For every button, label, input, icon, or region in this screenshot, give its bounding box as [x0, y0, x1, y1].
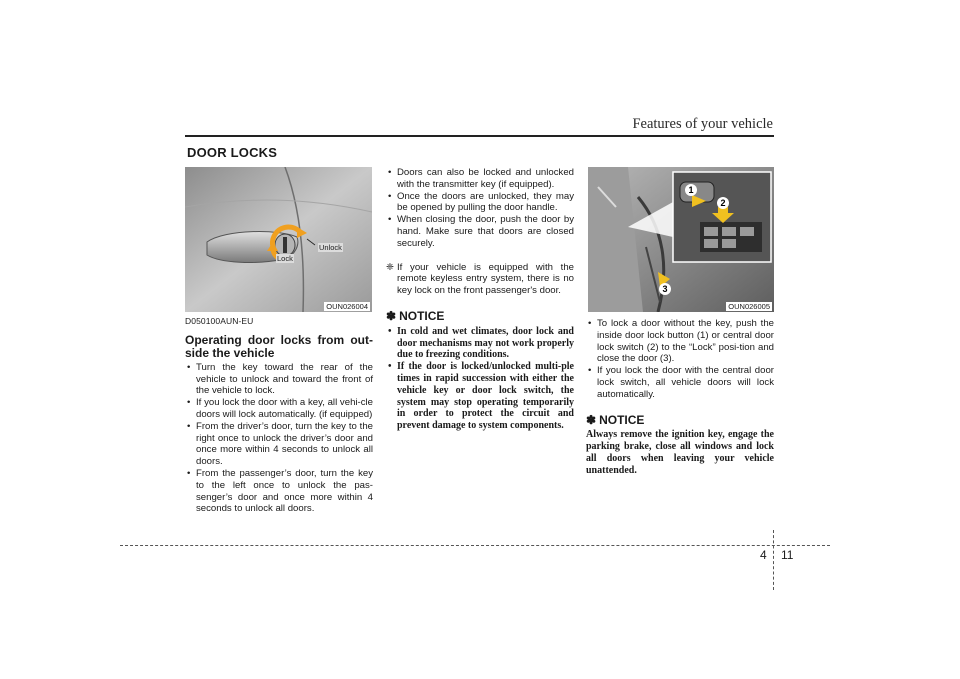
notice-heading	[586, 412, 774, 427]
callout-1: 1	[685, 184, 697, 196]
note-text: If your vehicle is equipped with the remote keyless entry system, there is no key lock on the front passenger's door.	[397, 261, 574, 297]
subsection-heading: Operating door locks from out-side the vehicle	[185, 332, 373, 360]
bullet-list	[386, 167, 574, 250]
interior-door-image	[588, 167, 774, 312]
list-item: • From the driver’s door, turn the key to the right once to unlock the driver’s door and once more within 4 seconds to unlock all doors.	[185, 421, 373, 468]
list-item: • If you lock the door with a key, all vehi-cle doors will lock automatically. (if equipped)	[185, 397, 373, 421]
footer-rule	[120, 545, 830, 546]
notice-title: NOTICE	[399, 308, 445, 323]
list-item: • If you lock the door with the central door lock switch, all vehicle doors will lock automatically.	[586, 365, 774, 400]
list-item: • From the passenger’s door, turn the key to the left once to unlock the pas-senger’s door and once more within 4 seconds to unlock all doors.	[185, 468, 373, 515]
notice-list	[386, 326, 574, 432]
door-handle-image	[185, 167, 372, 312]
door-lock-illustration	[185, 167, 372, 312]
column-2	[386, 167, 574, 432]
section-code: D050100AUN-EU	[185, 316, 254, 326]
note-symbol-icon: ❈	[386, 261, 395, 273]
running-header: Features of your vehicle	[632, 116, 773, 132]
list-item: • In cold and wet climates, door lock and door mechanisms may not work properly due to freezing conditions.	[386, 326, 574, 361]
list-item: • When closing the door, push the door by hand. Make sure that doors are closed securely.	[386, 214, 574, 249]
callout-3: 3	[659, 283, 671, 295]
unlock-label: Unlock	[319, 243, 342, 252]
callout-2: 2	[717, 197, 729, 209]
header-rule	[185, 135, 774, 137]
lock-label: Lock	[277, 254, 293, 263]
footer-divider	[773, 530, 774, 590]
list-item: • If the door is locked/unlocked multi-ple times in rapid succession with either the vehicle key or door lock switch, the system may stop operating temporarily in order to protect the circuit and prevent damage to system components.	[386, 361, 574, 432]
notice-text: Always remove the ignition key, engage the parking brake, close all windows and lock all doors when leaving your vehicle unattended.	[586, 429, 774, 476]
interior-door-illustration	[588, 167, 774, 312]
list-item: • Once the doors are unlocked, they may be opened by pulling the door handle.	[386, 191, 574, 215]
page-number: 11	[781, 548, 794, 562]
figure-caption: OUN026005	[728, 302, 770, 311]
keyless-note	[386, 262, 574, 297]
column-1	[185, 316, 373, 515]
list-item: • Doors can also be locked and unlocked with the transmitter key (if equipped).	[386, 167, 574, 191]
notice-heading	[386, 308, 574, 323]
list-item: • Turn the key toward the rear of the vehicle to unlock and toward the front of the vehicle to lock.	[185, 362, 373, 397]
notice-star-icon: ✽	[386, 308, 397, 323]
list-item: • To lock a door without the key, push the inside door lock button (1) or central door lock switch (2) to the “Lock” posi-tion and close the door (3).	[586, 318, 774, 365]
bullet-list	[586, 318, 774, 401]
notice-star-icon: ✽	[586, 412, 597, 427]
column-3	[586, 318, 774, 477]
chapter-number: 4	[760, 548, 767, 562]
section-title: DOOR LOCKS	[187, 145, 278, 160]
bullet-list	[185, 362, 373, 515]
figure-caption: OUN026004	[326, 302, 368, 311]
notice-title: NOTICE	[599, 412, 645, 427]
